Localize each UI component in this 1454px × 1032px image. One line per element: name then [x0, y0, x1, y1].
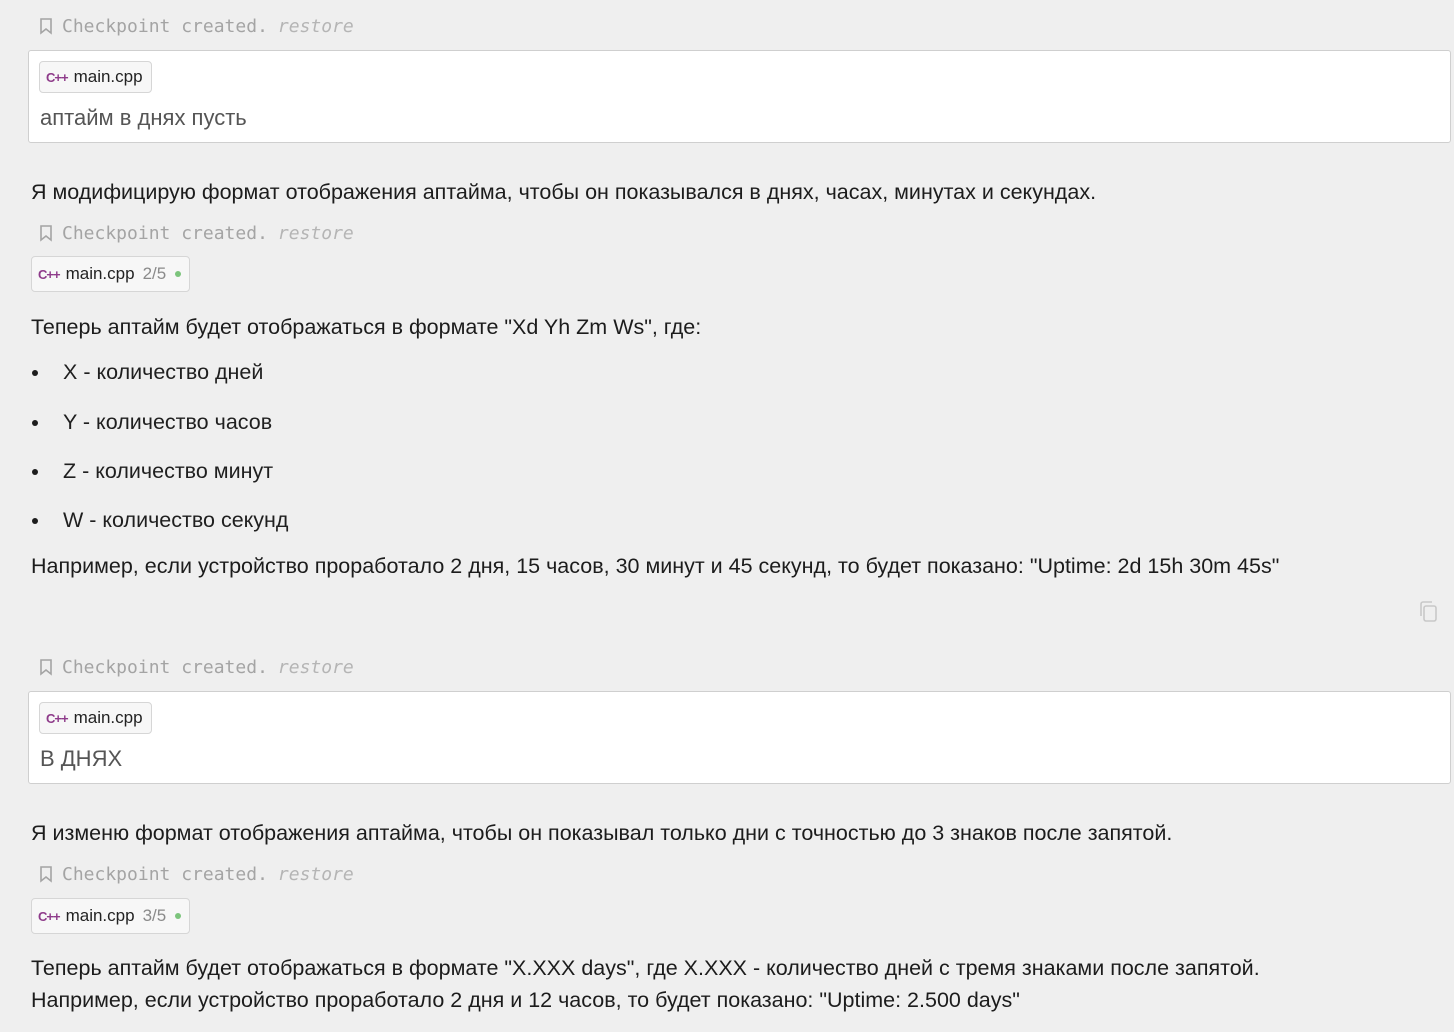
list-item — [31, 459, 273, 484]
edit-chip-wrap — [31, 256, 190, 292]
file-chip[interactable] — [39, 61, 152, 93]
checkpoint-label: Checkpoint created. — [62, 222, 268, 244]
list-item — [31, 410, 272, 435]
restore-link[interactable]: restore — [277, 222, 354, 244]
checkpoint-row — [38, 655, 354, 679]
cpp-file-icon: C++ — [46, 69, 68, 85]
list-item-text: W - количество секунд — [63, 508, 289, 532]
assistant-text: Я модифицирую формат отображения аптайма, чтобы он показывался в днях, часах, минутах и секундах. — [31, 180, 1097, 204]
checkpoint-row — [38, 221, 354, 245]
bookmark-icon — [38, 865, 54, 883]
user-message-text: В ДНЯХ — [40, 746, 123, 771]
bookmark-icon — [38, 224, 54, 242]
checkpoint-label: Checkpoint created. — [62, 863, 268, 885]
file-name: main.cpp — [65, 906, 135, 925]
list-item-text: Z - количество минут — [63, 459, 274, 483]
checkpoint-label: Checkpoint created. — [62, 656, 268, 678]
edit-file-chip[interactable] — [31, 898, 190, 934]
assistant-text: Например, если устройство проработало 2 дня и 12 часов, то будет показано: "Uptime: 2.500 days" — [31, 988, 1020, 1012]
edit-chip-wrap — [31, 898, 190, 934]
edit-version: 3/5 — [142, 906, 167, 925]
restore-link[interactable]: restore — [277, 15, 354, 37]
status-dot — [175, 271, 181, 277]
file-chip[interactable] — [39, 702, 152, 734]
list-item-text: X - количество дней — [63, 360, 264, 384]
list-item — [31, 508, 288, 533]
list-item-text: Y - количество часов — [63, 410, 273, 434]
file-name: main.cpp — [65, 264, 135, 283]
cpp-file-icon: C++ — [46, 710, 68, 726]
assistant-text: Например, если устройство проработало 2 дня, 15 часов, 30 минут и 45 секунд, то будет показано: "Uptime: 2d 15h 30m 45s" — [31, 554, 1280, 578]
user-message-card — [28, 50, 1451, 143]
checkpoint-row — [38, 14, 354, 38]
file-name: main.cpp — [73, 67, 143, 86]
restore-link[interactable]: restore — [277, 863, 354, 885]
list-item — [31, 360, 263, 385]
edit-file-chip[interactable] — [31, 256, 190, 292]
restore-link[interactable]: restore — [277, 656, 354, 678]
user-message-text: аптайм в днях пусть — [40, 105, 247, 130]
bookmark-icon — [38, 658, 54, 676]
assistant-text: Теперь аптайм будет отображаться в формате "Xd Yh Zm Ws", где: — [31, 315, 702, 339]
edit-version: 2/5 — [142, 264, 167, 283]
user-message-card — [28, 691, 1451, 784]
checkpoint-row — [38, 862, 354, 886]
cpp-file-icon: C++ — [38, 266, 60, 282]
file-name: main.cpp — [73, 708, 143, 727]
assistant-text: Теперь аптайм будет отображаться в формате "X.XXX days", где X.XXX - количество дней с тремя знаками после запятой. — [31, 956, 1260, 980]
bookmark-icon — [38, 17, 54, 35]
checkpoint-label: Checkpoint created. — [62, 15, 268, 37]
copy-icon[interactable] — [1418, 600, 1440, 624]
cpp-file-icon: C++ — [38, 908, 60, 924]
status-dot — [175, 913, 181, 919]
assistant-text: Я изменю формат отображения аптайма, чтобы он показывал только дни с точностью до 3 знаков после запятой. — [31, 821, 1173, 845]
